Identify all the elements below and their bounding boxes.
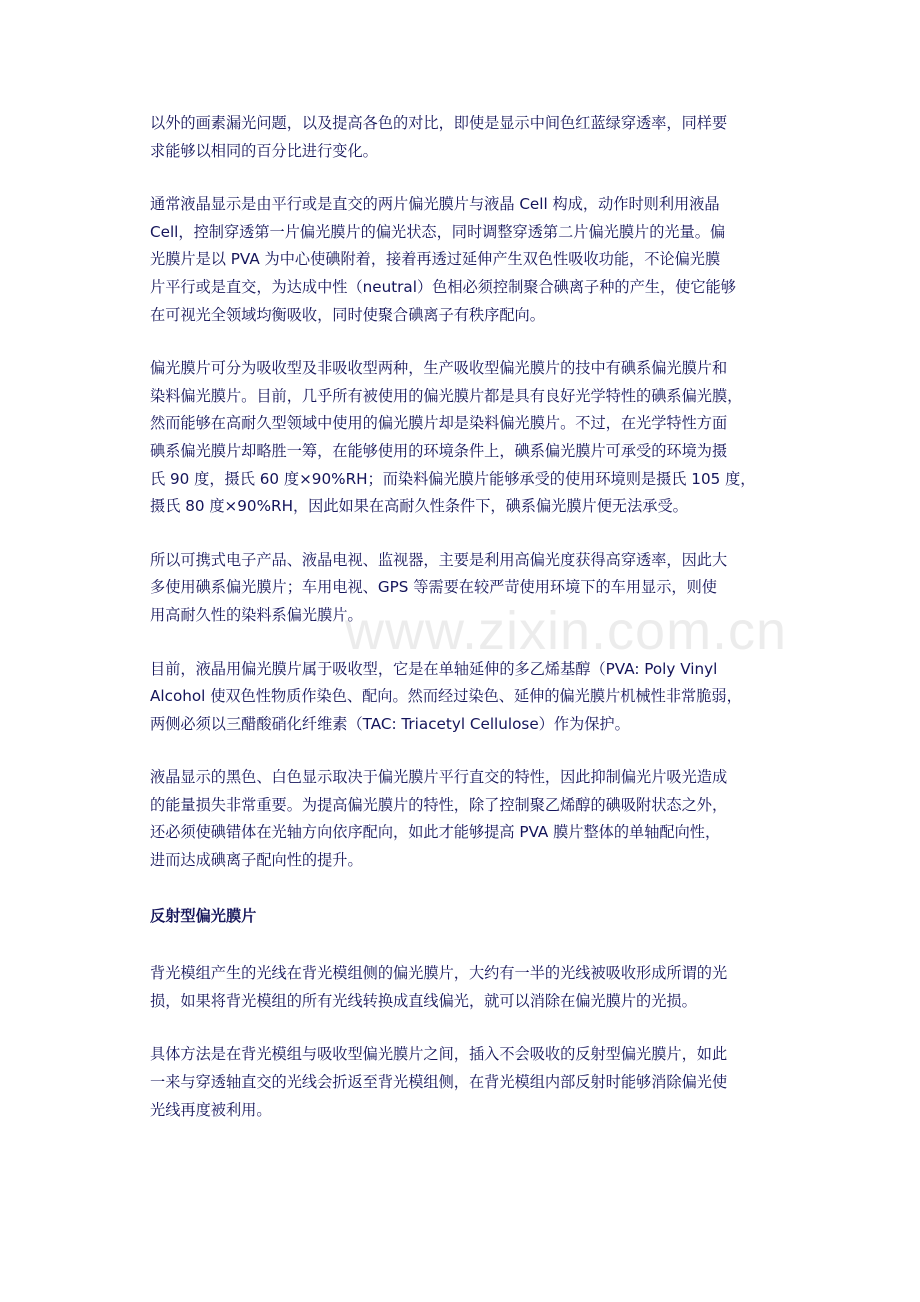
paragraph: 目前，液晶用偏光膜片属于吸收型，它是在单轴延伸的多乙烯基醇（PVA: Poly Vinyl Alcohol 使双色性物质作染色、配向。然而经过染色、延伸的偏光膜片机械性非常脆弱， 两侧必须以三醋酸硝化纤维素（TAC: Triacetyl Cellulose）作为保护。	[150, 659, 742, 733]
paragraph: 以外的画素漏光问题，以及提高各色的对比，即使是显示中间色红蓝绿穿透率，同样要 求能够以相同的百分比进行变化。	[150, 114, 728, 160]
paragraph: 背光模组产生的光线在背光模组侧的偏光膜片，大约有一半的光线被吸收形成所谓的光 损，如果将背光模组的所有光线转换成直线偏光，就可以消除在偏光膜片的光损。	[150, 964, 728, 1010]
paragraph: 具体方法是在背光模组与吸收型偏光膜片之间，插入不会吸收的反射型偏光膜片，如此 一来与穿透轴直交的光线会折返至背光模组侧，在背光模组内部反射时能够消除偏光使 光线再度被利用。	[150, 1045, 728, 1119]
section-heading: 反射型偏光膜片	[150, 906, 257, 925]
paragraph: 偏光膜片可分为吸收型及非吸收型两种，生产吸收型偏光膜片的技中有碘系偏光膜片和 染料偏光膜片。目前，几乎所有被使用的偏光膜片都是具有良好光学特性的碘系偏光膜， 然而能够在高耐久型领域中使用的偏光膜片却是染料偏光膜片。不过，在光学特性方面 碘系偏光膜片却略胜一筹，在能够使用的环境条件上，碘系偏光膜片可承受的环境为摄 氏 90 度，摄氏 60 度×90%RH；而染料偏光膜片能够承受的使用环境则是摄氏 105 度， 摄氏 80 度×90%RH，因此如果在高耐久性条件下，碘系偏光膜片便无法承受。	[150, 359, 756, 516]
paragraph: 所以可携式电子产品、液晶电视、监视器，主要是利用高偏光度获得高穿透率，因此大 多使用碘系偏光膜片；车用电视、GPS 等需要在较严苛使用环境下的车用显示，则使 用高耐久性的染料系偏光膜片。	[150, 550, 728, 624]
watermark: www.zixin.com.cn	[345, 601, 788, 661]
paragraph: 通常液晶显示是由平行或是直交的两片偏光膜片与液晶 Cell 构成，动作时则利用液晶 Cell，控制穿透第一片偏光膜片的偏光状态，同时调整穿透第二片偏光膜片的光量。偏 光膜片是以 PVA 为中心使碘附着，接着再透过延伸产生双色性吸收功能，不论偏光膜 片平行或是直交，为达成中性（neutral）色相必须控制聚合碘离子种的产生，使它能够 在可视光全领域均衡吸收，同时使聚合碘离子有秩序配向。	[150, 195, 736, 324]
paragraph: 液晶显示的黑色、白色显示取决于偏光膜片平行直交的特性，因此抑制偏光片吸光造成 的能量损失非常重要。为提高偏光膜片的特性，除了控制聚乙烯醇的碘吸附状态之外， 还必须使碘错体在光轴方向依序配向，如此才能够提高 PVA 膜片整体的单轴配向性， 进而达成碘离子配向性的提升。	[150, 768, 728, 870]
document-body	[150, 110, 782, 1150]
